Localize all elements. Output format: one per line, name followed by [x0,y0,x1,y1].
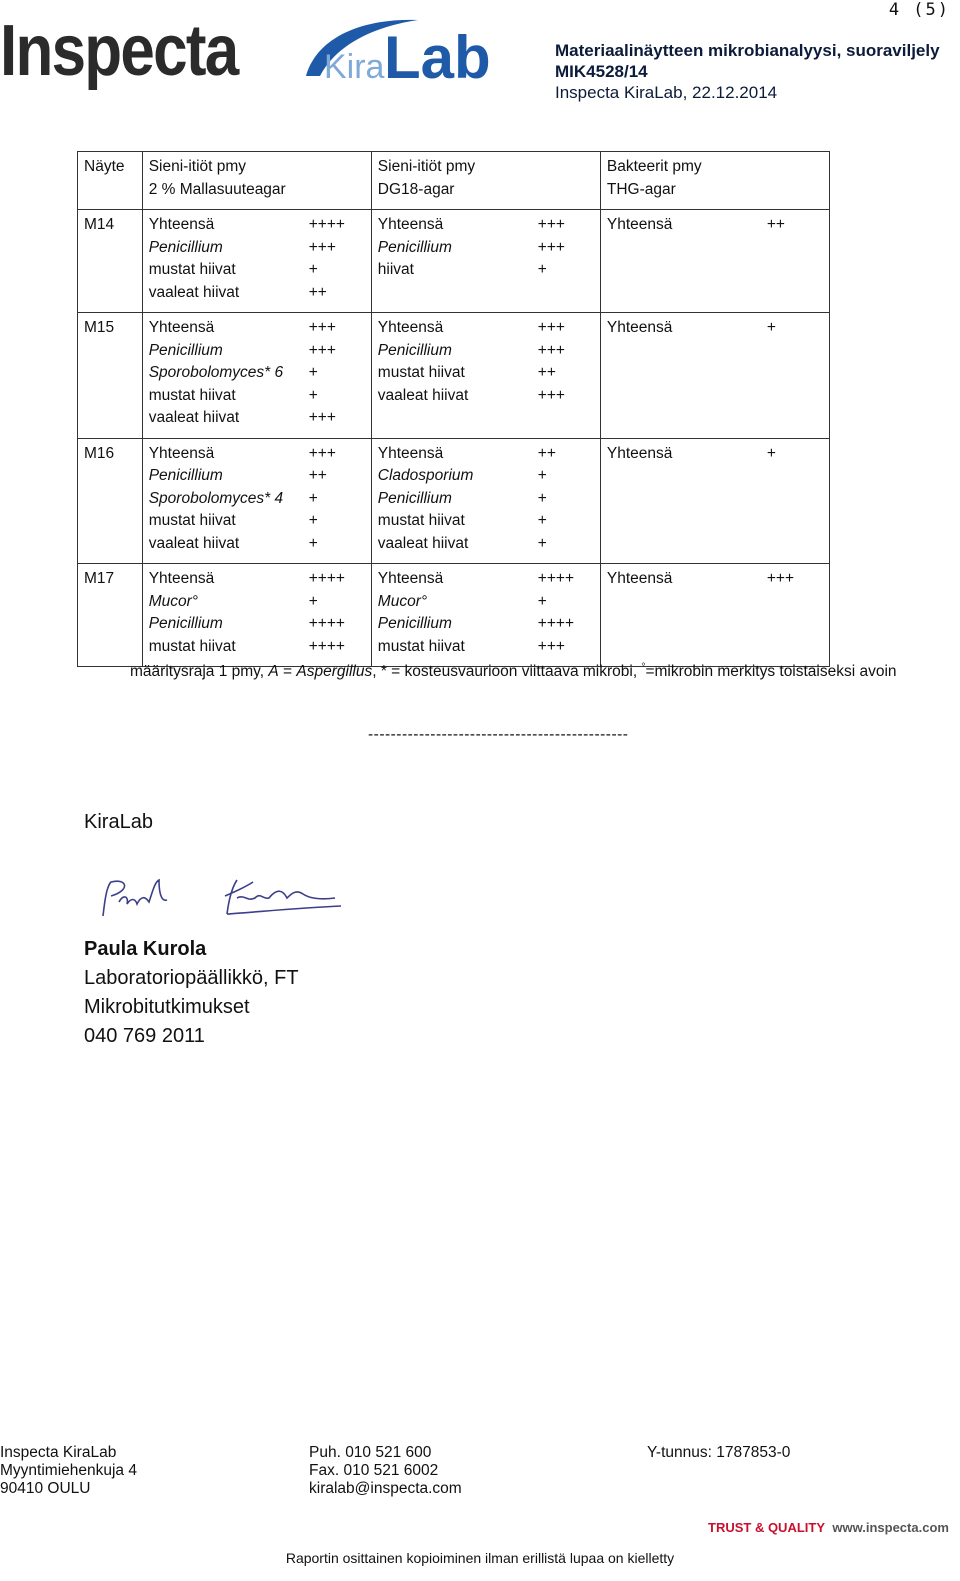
header-col-b-line1: Sieni-itiöt pmy [377,158,476,175]
organism-name: Yhteensä [148,319,215,336]
result-line [378,488,594,511]
organism-name: Penicillium [148,467,223,484]
result-cell-c [600,438,829,564]
report-header [555,40,940,103]
note-part1: määritysraja 1 pmy, [130,663,269,681]
growth-level: +++ [537,238,565,256]
result-line [149,488,365,511]
result-line [149,407,365,430]
result-cell-b [371,438,600,564]
header-sample: Näyte [78,152,143,210]
signer-dept: Mikrobitutkimukset [84,996,250,1018]
organism-name: mustat hiivat [148,261,236,278]
header-col-c [600,152,829,210]
result-line [149,282,365,305]
growth-level: + [537,512,547,529]
organism-name: Sporobolomyces* 4 [148,489,284,507]
sample-id: M17 [78,564,143,667]
footer-street: Myyntimiehenkuja 4 [0,1462,137,1479]
result-line [149,636,365,659]
result-cell-b [371,564,600,667]
result-line [149,237,365,260]
organism-name: Penicillium [377,238,452,256]
inspecta-logo: Inspecta [0,11,238,91]
result-line [149,214,365,237]
kiralab-logo [298,14,498,90]
footer-company: Inspecta KiraLab [0,1444,117,1461]
result-cell-b [371,313,600,439]
organism-name: mustat hiivat [377,364,465,381]
note-part2: = [278,663,297,681]
organism-name: hiivat [377,261,414,278]
growth-level: + [537,489,547,507]
result-line [378,362,594,385]
sample-id: M15 [78,313,143,439]
growth-level: + [537,261,547,278]
result-line [149,340,365,363]
result-cell-a [142,564,371,667]
growth-level: +++ [537,637,565,655]
result-line [149,510,365,533]
growth-level: + [766,444,776,462]
growth-level: ++ [308,467,327,484]
result-line [378,533,594,556]
organism-name: Sporobolomyces* 6 [148,364,284,381]
result-cell-a [142,438,371,564]
signer-name: Paula Kurola [84,938,207,960]
result-cell-c [600,210,829,313]
result-cell-a [142,313,371,439]
trust-quality-text: TRUST & QUALITY [708,1520,825,1535]
growth-level: +++ [537,386,565,404]
result-line [378,317,594,340]
growth-level: +++ [537,319,565,336]
growth-level: + [308,592,318,610]
copy-disclaimer: Raportin osittainen kopioiminen ilman erillistä lupaa on kielletty [285,1550,675,1566]
growth-level: + [308,489,318,507]
organism-name: Penicillium [148,341,223,359]
organism-name: Yhteensä [377,216,444,233]
growth-level: + [537,467,547,484]
organism-name: vaaleat hiivat [377,386,469,404]
result-line [378,510,594,533]
result-line [378,568,594,591]
organism-name: Mucor° [377,592,428,610]
organism-name: Yhteensä [606,570,673,587]
growth-level: + [766,319,776,336]
page-number: 4 (5) [888,0,950,20]
result-line [149,568,365,591]
organism-name: mustat hiivat [148,386,236,404]
organism-name: Yhteensä [148,444,215,462]
table-row [78,564,830,667]
growth-level: +++ [308,341,336,359]
footer-website: www.inspecta.com [832,1520,949,1535]
footer-ytunnus: Y-tunnus: 1787853-0 [647,1444,791,1461]
growth-level: ++++ [308,216,345,233]
report-issuer-date: Inspecta KiraLab, 22.12.2014 [555,83,778,102]
sample-id: M16 [78,438,143,564]
organism-name: Penicillium [377,615,452,632]
result-line [607,214,823,237]
footer-address [0,1444,137,1498]
result-cell-b [371,210,600,313]
separator-line: ---------------------------------------------- [368,726,629,743]
growth-level: ++++ [308,570,345,587]
sample-id: M14 [78,210,143,313]
report-ref: MIK4528/14 [555,62,648,81]
organism-name: mustat hiivat [148,512,236,529]
result-line [149,533,365,556]
header-col-c-line2: THG-agar [606,180,676,198]
result-line [607,443,823,466]
growth-level: +++ [308,238,336,256]
growth-level: +++ [537,216,565,233]
growth-level: + [308,512,318,529]
growth-level: ++ [537,364,556,381]
note-aspergillus: Aspergillus [296,663,373,681]
growth-level: ++++ [308,637,345,655]
result-line [378,613,594,636]
organism-name: mustat hiivat [377,637,465,655]
header-col-a-line2: 2 % Mallasuuteagar [148,180,286,198]
header-col-b [371,152,600,210]
table-row [78,438,830,564]
organism-name: Yhteensä [606,319,673,336]
result-line [378,237,594,260]
footer-business-id [647,1444,790,1462]
header-col-c-line1: Bakteerit pmy [606,158,702,175]
organism-name: Penicillium [148,615,223,632]
result-line [607,317,823,340]
table-header-row [78,152,830,210]
footer-fax: Fax. 010 521 6002 [309,1462,439,1479]
organism-name: mustat hiivat [148,637,236,655]
header-col-a-line1: Sieni-itiöt pmy [148,158,247,175]
footer-contact [309,1444,462,1498]
organism-name: Yhteensä [606,444,673,462]
growth-level: ++++ [537,570,575,587]
result-line [378,259,594,282]
growth-level: +++ [537,341,565,359]
growth-level: + [308,364,318,381]
organism-name: Penicillium [377,489,452,507]
result-line [378,385,594,408]
result-line [378,443,594,466]
result-cell-c [600,313,829,439]
signature-org: KiraLab [84,811,153,833]
result-line [378,214,594,237]
kiralab-logo-lab: Lab [384,24,491,90]
signer-phone: 040 769 2011 [84,1025,205,1047]
organism-name: Yhteensä [148,570,215,587]
kiralab-logo-kira: Kira [324,48,385,86]
organism-name: Yhteensä [377,570,444,587]
result-line [149,465,365,488]
results-table [77,151,830,667]
organism-name: Penicillium [377,341,452,359]
result-line [149,362,365,385]
growth-level: ++++ [537,615,575,632]
report-title: Materiaalinäytteen mikrobianalyysi, suoraviljely [555,41,940,60]
result-cell-c [600,564,829,667]
organism-name: Yhteensä [377,319,444,336]
note-part3: , * = kosteusvaurioon viittaava mikrobi, [372,663,642,681]
result-line [149,259,365,282]
growth-level: + [308,534,318,552]
signer-title: Laboratoriopäällikkö, FT [84,967,299,989]
growth-level: ++ [537,444,556,462]
header-col-b-line2: DG18-agar [377,180,455,198]
legend-note [130,662,897,681]
organism-name: Cladosporium [377,467,474,484]
note-sup: ° [641,662,646,673]
result-line [378,591,594,614]
growth-level: +++ [766,570,795,587]
note-a-letter: A [268,663,279,681]
result-line [149,443,365,466]
result-line [378,636,594,659]
result-line [378,340,594,363]
growth-level: +++ [308,319,336,336]
result-line [607,568,823,591]
result-cell-a [142,210,371,313]
note-part4: =mikrobin merkitys toistaiseksi avoin [645,663,897,681]
organism-name: vaaleat hiivat [377,534,469,552]
organism-name: vaaleat hiivat [148,534,240,552]
result-line [149,385,365,408]
organism-name: Mucor° [148,592,198,610]
organism-name: vaaleat hiivat [148,283,240,301]
result-line [149,591,365,614]
organism-name: Yhteensä [148,216,215,233]
result-line [149,613,365,636]
growth-level: +++ [308,409,336,426]
growth-level: ++ [308,283,327,301]
organism-name: Yhteensä [606,216,673,233]
growth-level: ++++ [308,615,345,632]
result-line [149,317,365,340]
table-row [78,313,830,439]
growth-level: + [537,592,547,610]
organism-name: mustat hiivat [377,512,465,529]
growth-level: ++ [766,216,785,233]
trust-quality-brand [708,1520,949,1535]
growth-level: +++ [308,444,336,462]
growth-level: + [308,386,318,404]
growth-level: + [537,534,547,552]
header-col-a [142,152,371,210]
table-row [78,210,830,313]
organism-name: Yhteensä [377,444,444,462]
footer-phone: Puh. 010 521 600 [309,1444,432,1461]
growth-level: + [308,261,318,278]
organism-name: vaaleat hiivat [148,409,240,426]
footer-city: 90410 OULU [0,1480,91,1497]
result-line [378,465,594,488]
handwritten-signature [97,868,347,928]
footer-email: kiralab@inspecta.com [309,1480,462,1497]
organism-name: Penicillium [148,238,223,256]
